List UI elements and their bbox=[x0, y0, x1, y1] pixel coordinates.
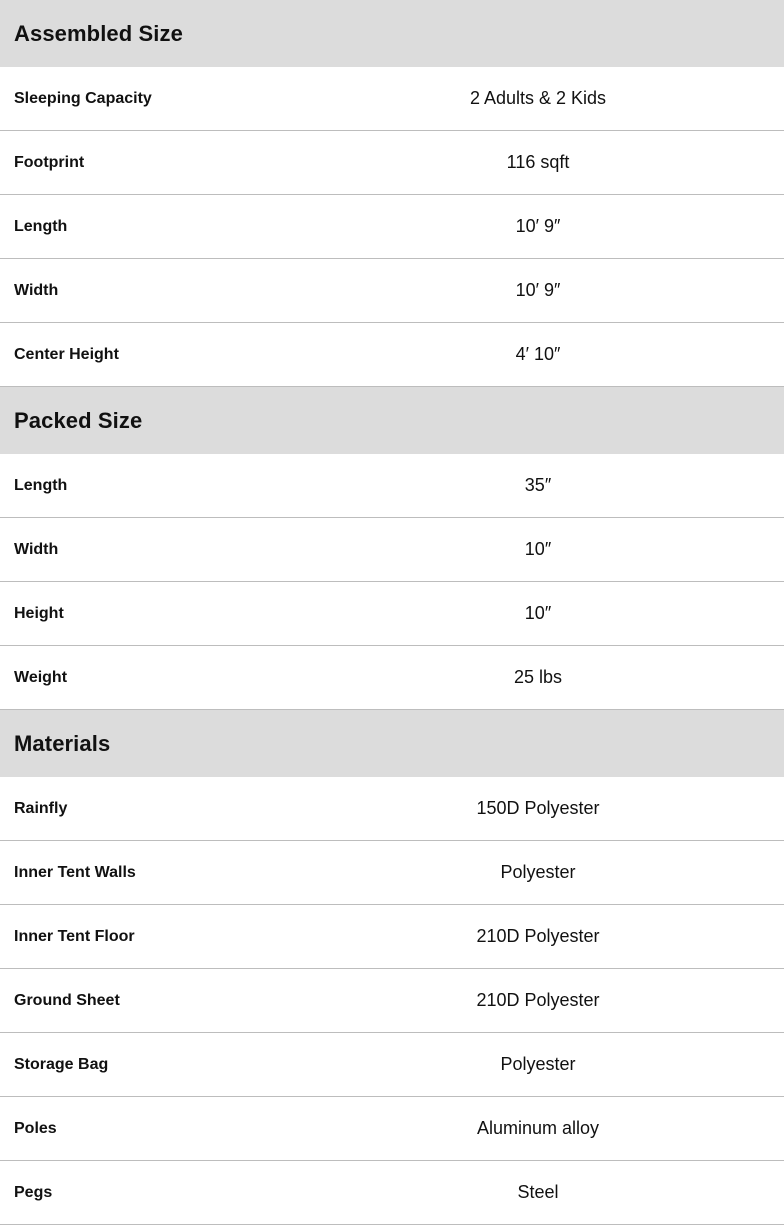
spec-label: Length bbox=[14, 476, 68, 494]
spec-row-inner-tent-walls bbox=[0, 841, 784, 905]
spec-value: Polyester bbox=[500, 1054, 576, 1074]
spec-value: 4′ 10″ bbox=[515, 344, 561, 364]
spec-value: Steel bbox=[517, 1182, 559, 1202]
spec-label: Width bbox=[14, 540, 59, 558]
spec-value: Polyester bbox=[500, 862, 576, 882]
spec-row-weight bbox=[0, 646, 784, 710]
spec-value: 10′ 9″ bbox=[515, 280, 561, 300]
spec-label: Center Height bbox=[14, 345, 119, 363]
section-header-assembled-size bbox=[0, 0, 784, 67]
spec-value: 10″ bbox=[524, 603, 552, 623]
section-title: Assembled Size bbox=[14, 20, 183, 46]
spec-value: 150D Polyester bbox=[476, 798, 600, 818]
spec-row-assembled-width bbox=[0, 259, 784, 323]
spec-row-packed-height bbox=[0, 582, 784, 646]
spec-row-assembled-length bbox=[0, 195, 784, 259]
spec-value: 35″ bbox=[524, 475, 552, 495]
section-header-packed-size bbox=[0, 387, 784, 454]
spec-row-poles bbox=[0, 1097, 784, 1161]
spec-label: Weight bbox=[14, 668, 68, 686]
spec-label: Height bbox=[14, 604, 64, 622]
spec-label: Poles bbox=[14, 1119, 57, 1137]
spec-label: Footprint bbox=[14, 153, 85, 171]
spec-value: 2 Adults & 2 Kids bbox=[469, 88, 607, 108]
section-title: Materials bbox=[14, 730, 111, 756]
spec-row-pegs bbox=[0, 1161, 784, 1225]
spec-row-ground-sheet bbox=[0, 969, 784, 1033]
spec-label: Sleeping Capacity bbox=[14, 89, 152, 107]
spec-value: Aluminum alloy bbox=[476, 1118, 600, 1138]
spec-row-inner-tent-floor bbox=[0, 905, 784, 969]
spec-label: Inner Tent Walls bbox=[14, 863, 136, 881]
spec-value: 116 sqft bbox=[506, 152, 570, 172]
spec-row-packed-length bbox=[0, 454, 784, 518]
spec-row-storage-bag bbox=[0, 1033, 784, 1097]
section-header-materials bbox=[0, 710, 784, 777]
spec-label: Width bbox=[14, 281, 59, 299]
spec-label: Pegs bbox=[14, 1183, 53, 1201]
spec-label: Inner Tent Floor bbox=[14, 927, 135, 945]
spec-row-rainfly bbox=[0, 777, 784, 841]
spec-row-sleeping-capacity bbox=[0, 67, 784, 131]
spec-label: Length bbox=[14, 217, 68, 235]
spec-row-center-height bbox=[0, 323, 784, 387]
spec-value: 210D Polyester bbox=[476, 926, 600, 946]
spec-label: Ground Sheet bbox=[14, 991, 120, 1009]
spec-row-footprint bbox=[0, 131, 784, 195]
spec-row-packed-width bbox=[0, 518, 784, 582]
spec-value: 210D Polyester bbox=[476, 990, 600, 1010]
spec-label: Storage Bag bbox=[14, 1055, 109, 1073]
spec-value: 10′ 9″ bbox=[515, 216, 561, 236]
spec-value: 10″ bbox=[524, 539, 552, 559]
spec-value: 25 lbs bbox=[513, 667, 563, 687]
spec-label: Rainfly bbox=[14, 799, 68, 817]
section-title: Packed Size bbox=[14, 407, 143, 433]
